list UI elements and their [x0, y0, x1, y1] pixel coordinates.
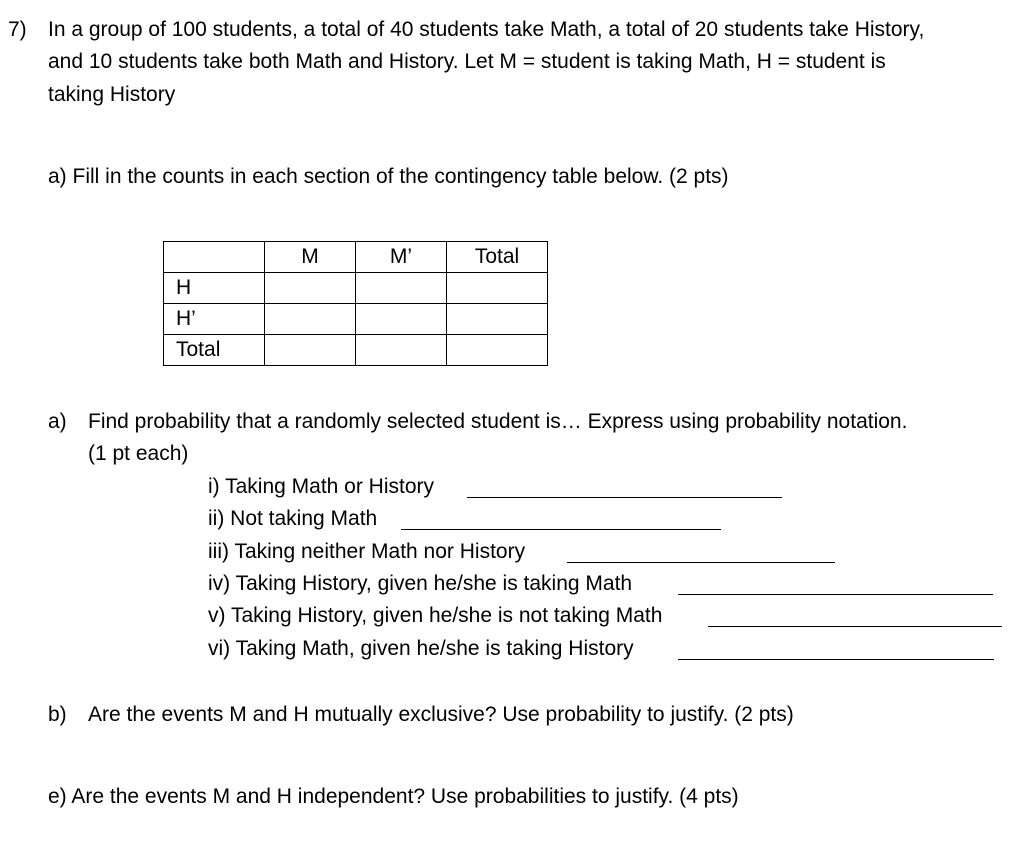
probability-item-iii: iii) Taking neither Math nor History [208, 540, 526, 563]
answer-blank-iii[interactable] [567, 562, 835, 563]
cell-h-complement-m-complement[interactable] [356, 304, 447, 335]
cell-h-complement-total[interactable] [447, 304, 548, 335]
probability-item-iv: iv) Taking History, given he/she is taking Math [208, 572, 633, 595]
cell-h-m-complement[interactable] [356, 273, 447, 304]
table-row [164, 335, 548, 366]
intro-line-1: In a group of 100 students, a total of 40 students take Math, a total of 20 students take History, [48, 18, 925, 41]
part-e-question: e) Are the events M and H independent? Use probabilities to justify. (4 pts) [48, 785, 739, 808]
row-label-h-complement: H’ [164, 304, 265, 335]
part-a2-instruction-line-2: (1 pt each) [88, 442, 189, 465]
part-a2-instruction-line-1: Find probability that a randomly selected student is… Express using probability notation. [88, 410, 908, 433]
cell-total-m-complement[interactable] [356, 335, 447, 366]
answer-blank-iv[interactable] [678, 594, 993, 595]
probability-item-vi: vi) Taking Math, given he/she is taking History [208, 637, 634, 660]
cell-total-m[interactable] [265, 335, 356, 366]
cell-h-complement-m[interactable] [265, 304, 356, 335]
row-label-h: H [164, 273, 265, 304]
intro-line-2: and 10 students take both Math and History. Let M = student is taking Math, H = student is [48, 50, 886, 73]
answer-blank-i[interactable] [467, 497, 782, 498]
part-a2-label: a) [48, 410, 67, 433]
row-label-total: Total [164, 335, 265, 366]
cell-h-total[interactable] [447, 273, 548, 304]
cell-h-m[interactable] [265, 273, 356, 304]
answer-blank-ii[interactable] [401, 529, 721, 530]
part-b-question: Are the events M and H mutually exclusive? Use probability to justify. (2 pts) [88, 703, 794, 726]
table-row [164, 273, 548, 304]
table-header-total: Total [447, 242, 548, 273]
part-b-label: b) [48, 703, 67, 726]
probability-item-v: v) Taking History, given he/she is not taking Math [208, 604, 663, 627]
probability-item-ii: ii) Not taking Math [208, 507, 378, 530]
table-header-m: M [265, 242, 356, 273]
table-row [164, 304, 548, 335]
probability-item-i: i) Taking Math or History [208, 475, 435, 498]
question-number: 7) [8, 18, 27, 41]
table-header-row [164, 242, 548, 273]
answer-blank-v[interactable] [708, 626, 1002, 627]
intro-line-3: taking History [48, 83, 176, 106]
table-header-m-complement: M’ [356, 242, 447, 273]
answer-blank-vi[interactable] [678, 659, 994, 660]
cell-grand-total[interactable] [447, 335, 548, 366]
contingency-table [163, 241, 548, 366]
part-a-instruction: a) Fill in the counts in each section of the contingency table below. (2 pts) [48, 165, 729, 188]
table-header-corner [164, 242, 265, 273]
